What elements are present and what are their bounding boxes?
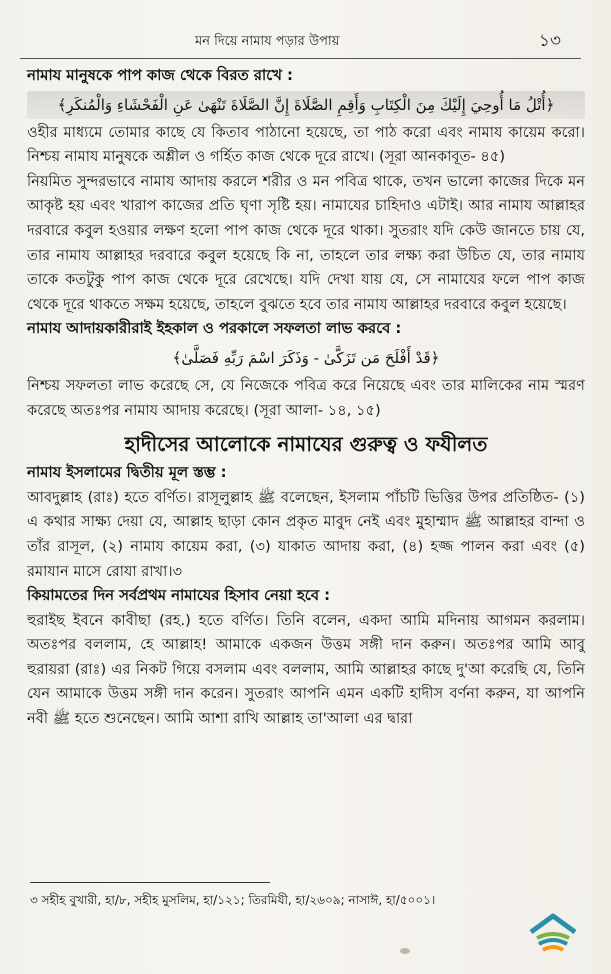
heading-judgement-day: কিয়ামতের দিন সর্বপ্রথম নামাযের হিসাব নেয়া হবে : [27,587,331,605]
paragraph-regular-prayer: নিয়মিত সুন্দরভাবে নামায আদায় করলে শরীর ও মন পবিত্র থাকে, তখন ভালো কাজের দিকে মন আকৃষ্ট হয় এবং খারাপ কাজের প্রতি ঘৃণা সৃষ্টি হয়। নামাযের চাহিদাও এটাই। আর নামায আল্লাহর দরবারে কবুল হওয়ার লক্ষণ হলো পাপ কাজ থেকে দূরে থাকা। সুতরাং যদি কেউ জানতে চায় যে, তার নামায আল্লাহর দরবারে কবুল হয়েছে কি না, তাহলে তার লক্ষ্য করা উচিত যে, তার নামায তাকে কতটুকু পাপ কাজ থেকে দূরে রেখেছে। যদি দেখা যায় যে, সে নামাযের ফলে পাপ কাজ থেকে দূরে থাকতে সক্ষম হয়েছে, তাহলে বুঝতে হবে তার নামায আল্লাহর দরবারে কবুল হয়েছে। [27,172,585,313]
footnote: ৩ সহীহ বুখারী, হা/৮, সহীহ মুসলিম, হা/১২১; তিরমিযী, হা/২৬০৯; নাসাঈ, হা/৫০০১। [30,893,436,907]
translation-ankabut: ওহীর মাধ্যমে তোমার কাছে যে কিতাব পাঠানো হয়েছে, তা পাঠ করো এবং নামায কায়েম করো। নিশ্চয় নামায মানুষকে অশ্লীল ও গর্হিত কাজ থেকে দূরে রাখে। (সূরা আনকাবূত- ৪৫) [27,123,585,166]
footnote-divider [30,882,270,883]
quran-verse-ankabut: ﴿أُتْلُ مَا أُوحِيَ إِلَيْكَ مِنَ الْكِتَابِ وَأَقِمِ الصَّلَاةَ إِنَّ الصَّلَاةَ تَنْهَىٰ عَنِ الْفَحْشَاءِ وَالْمُنكَرِ﴾ [27,91,585,119]
heading-prayer-restrains: নামায মানুষকে পাপ কাজ থেকে বিরত রাখে : [27,67,293,84]
section-title-hadith: হাদীসের আলোকে নামাযের গুরুত্ব ও ফযীলত [124,432,488,457]
quran-verse-ala: ﴿قَدْ أَفْلَحَ مَن تَزَكَّىٰ - وَذَكَرَ اسْمَ رَبِّهِ فَصَلَّىٰ﴾ [172,348,440,367]
hadith-five-pillars: আবদুল্লাহ (রাঃ) হতে বর্ণিত। রাসূলুল্লাহ ﷺ বলেছেন, ইসলাম পাঁচটি ভিত্তির উপর প্রতিষ্ঠিত- (১) এ কথার সাক্ষ্য দেয়া যে, আল্লাহ ছাড়া কোন প্রকৃত মাবুদ নেই এবং মুহাম্মাদ ﷺ আল্লাহর বান্দা ও তাঁর রাসূল, (২) নামায কায়েম করা, (৩) যাকাত আদায় করা, (৪) হজ্জ পালন করা এবং (৫) রমাযান মাসে রোযা রাখা।৩ [27,488,585,580]
paper-stain [400,948,410,954]
hadith-huraith: হুরাইছ ইবনে কাবীছা (রহ.) হতে বর্ণিত। তিনি বলেন, একদা আমি মদিনায় আগমন করলাম। অতঃপর বললাম, হে আল্লাহ! আমাকে একজন উত্তম সঙ্গী দান করুন। অতঃপর আমি আবু হুরায়রা (রাঃ) এর নিকট গিয়ে বসলাম এবং বললাম, আমি আল্লাহর কাছে দু'আ করেছি যে, তিনি যেন আমাকে উত্তম সঙ্গী দান করেন। সুতরাং আপনি এমন একটি হাদীস বর্ণনা করুন, যা আপনি নবী ﷺ হতে শুনেছেন। আমি আশা রাখি আল্লাহ তা'আলা এর দ্বারা [27,611,585,728]
heading-second-pillar: নামায ইসলামের দ্বিতীয় মূল স্তম্ভ : [27,464,227,482]
heading-success: নামায আদায়কারীরাই ইহকাল ও পরকালে সফলতা লাভ করবে : [27,320,402,338]
page-number: ১৩ [538,31,561,51]
book-publisher-logo-icon [523,902,583,962]
page-header [20,28,581,59]
running-title: মন দিয়ে নামায পড়ার উপায় [195,34,340,49]
page-content [27,64,585,732]
translation-ala: নিশ্চয় সফলতা লাভ করেছে সে, যে নিজেকে পবিত্র করে নিয়েছে এবং তার মালিকের নাম স্মরণ করেছে অতঃপর নামায আদায় করেছে। (সূরা আলা- ১৪, ১৫) [27,376,585,419]
